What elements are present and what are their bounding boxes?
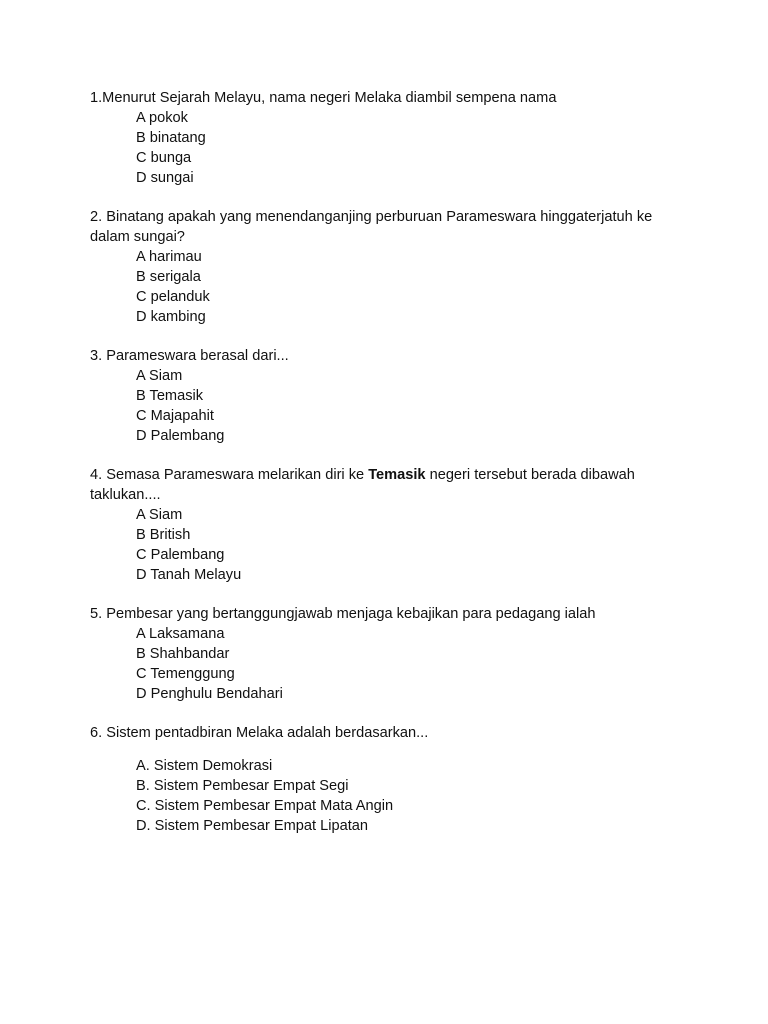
question-3 [90, 346, 690, 446]
question-text-after: negeri tersebut berada dibawah taklukan.... [90, 467, 635, 503]
option-b: B binatang [136, 130, 206, 146]
option-d: D Palembang [136, 428, 225, 444]
option-a: A pokok [136, 110, 188, 126]
question-2 [90, 207, 690, 327]
option-c: C Majapahit [136, 408, 214, 424]
question-6 [90, 723, 690, 836]
option-b: B serigala [136, 269, 201, 285]
option-a: A Laksamana [136, 626, 225, 642]
question-text: 6. Sistem pentadbiran Melaka adalah berdasarkan... [90, 725, 429, 741]
question-5 [90, 604, 690, 704]
quiz-document [90, 88, 690, 855]
option-list [90, 247, 690, 327]
option-b: B British [136, 527, 191, 543]
option-d: D sungai [136, 170, 194, 186]
option-list [90, 366, 690, 446]
option-list [90, 108, 690, 188]
option-d: D Penghulu Bendahari [136, 686, 283, 702]
option-b: B. Sistem Pembesar Empat Segi [136, 778, 349, 794]
option-c: C Palembang [136, 547, 225, 563]
question-text-bold: Temasik [368, 467, 426, 483]
question-4 [90, 465, 690, 585]
option-c: C pelanduk [136, 289, 210, 305]
question-text: 5. Pembesar yang bertanggungjawab menjaga kebajikan para pedagang ialah [90, 606, 596, 622]
option-a: A Siam [136, 368, 183, 384]
option-a: A. Sistem Demokrasi [136, 758, 273, 774]
question-1 [90, 88, 690, 188]
question-text: 3. Parameswara berasal dari... [90, 348, 289, 364]
option-c: C bunga [136, 150, 192, 166]
option-d: D. Sistem Pembesar Empat Lipatan [136, 818, 368, 834]
question-text: 1.Menurut Sejarah Melayu, nama negeri Melaka diambil sempena nama [90, 90, 557, 106]
option-list [90, 505, 690, 585]
option-a: A harimau [136, 249, 202, 265]
option-d: D kambing [136, 309, 206, 325]
option-d: D Tanah Melayu [136, 567, 242, 583]
question-text-before: 4. Semasa Parameswara melarikan diri ke [90, 467, 369, 483]
option-b: B Shahbandar [136, 646, 230, 662]
option-b: B Temasik [136, 388, 204, 404]
option-list [90, 756, 690, 836]
question-text: 2. Binatang apakah yang menendanganjing perburuan Parameswara hinggaterjatuh ke dalam sungai? [90, 209, 653, 245]
question-text [90, 465, 690, 505]
option-list [90, 624, 690, 704]
option-a: A Siam [136, 507, 183, 523]
option-c: C. Sistem Pembesar Empat Mata Angin [136, 798, 394, 814]
option-c: C Temenggung [136, 666, 235, 682]
